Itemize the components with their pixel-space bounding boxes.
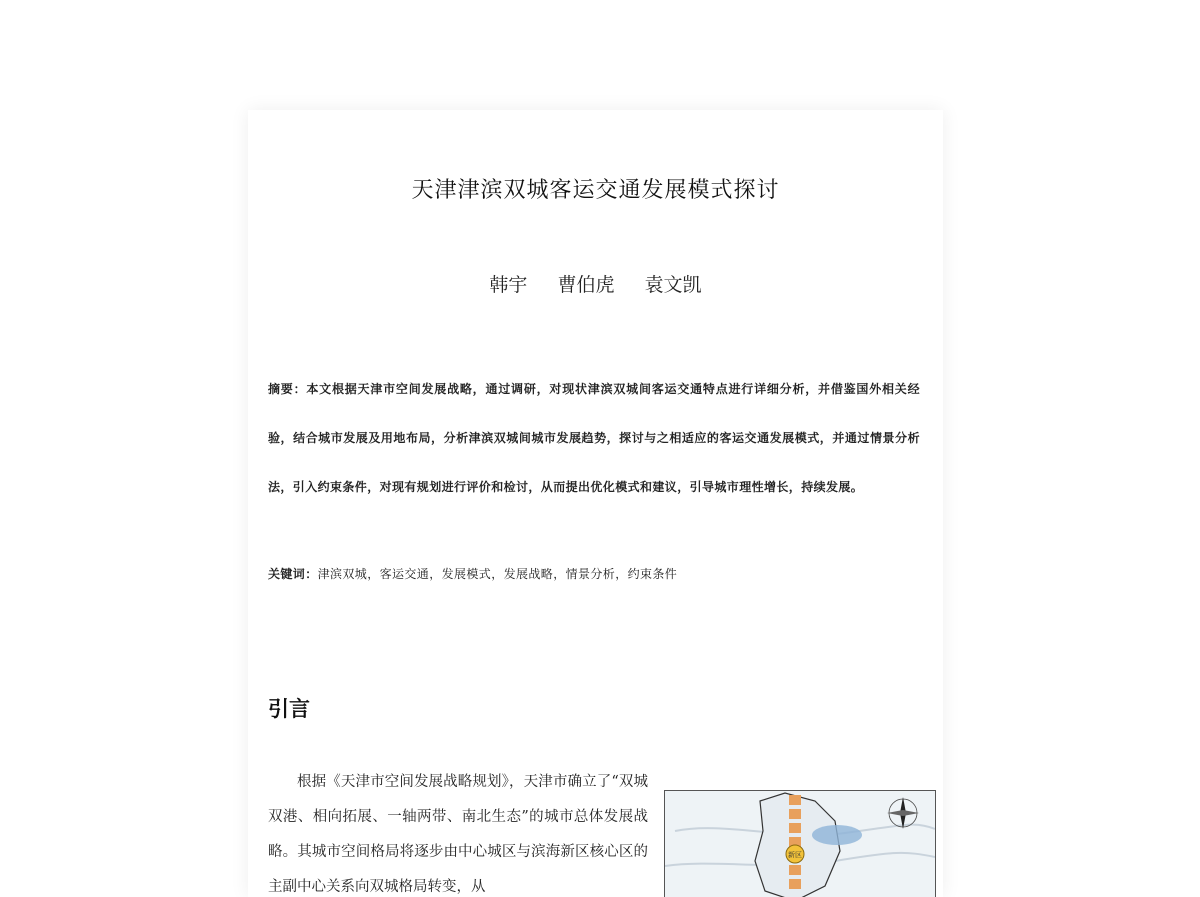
author-name: 韩宇 xyxy=(489,274,528,296)
author-name: 袁文凯 xyxy=(644,274,702,296)
keywords xyxy=(268,565,920,582)
abstract-label: 摘要： xyxy=(268,382,307,396)
paper-page xyxy=(248,110,943,897)
section-heading: 引言 xyxy=(268,697,310,721)
map-label: 新区 xyxy=(788,851,802,859)
author-list xyxy=(248,270,943,297)
map-figure xyxy=(664,790,936,897)
paper-title: 天津津滨双城客运交通发展模式探讨 xyxy=(411,178,780,203)
abstract xyxy=(268,365,920,512)
keywords-label: 关键词： xyxy=(268,567,318,581)
map-illustration xyxy=(665,791,935,897)
keywords-text: 津滨双城，客运交通，发展模式，发展战略，情景分析，约束条件 xyxy=(317,567,678,581)
orange-corridor xyxy=(789,795,801,889)
author-name: 曹伯虎 xyxy=(557,274,615,296)
body-paragraph: 根据《天津市空间发展战略规划》，天津市确立了“双城双港、相向拓展、一轴两带、南北生态”的城市总体发展战略。其城市空间格局将逐步由中心城区与滨海新区核心区的主副中心关系向双城格局转变，从 xyxy=(268,774,648,895)
abstract-text: 本文根据天津市空间发展战略，通过调研，对现状津滨双城间客运交通特点进行详细分析，并借鉴国外相关经验，结合城市发展及用地布局，分析津滨双城间城市发展趋势，探讨与之相适应的客运交通发展模式，并通过情景分析法，引入约束条件，对现有规划进行评价和检讨，从而提出优化模式和建议，引导城市理性增长，持续发展。 xyxy=(268,382,920,494)
